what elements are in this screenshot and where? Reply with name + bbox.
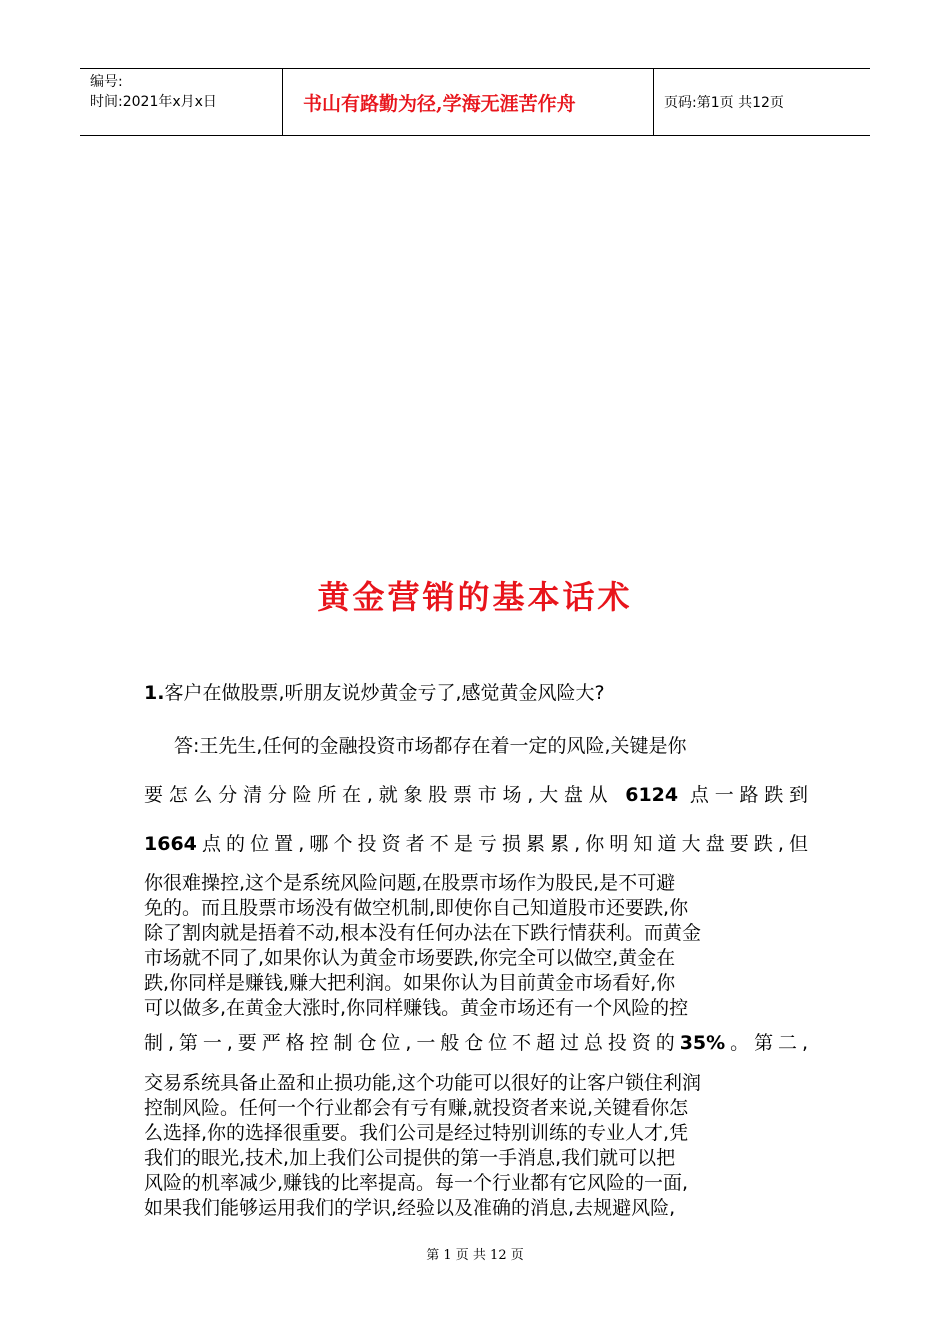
- answer-line-10-c: 。第二,: [725, 1032, 808, 1054]
- header-motto: 书山有路勤为径,学海无涯苦作舟: [282, 69, 654, 135]
- answer-line-3-number: 1664: [144, 833, 197, 855]
- header-page-info: 页码:第1页 共12页: [664, 95, 784, 111]
- answer-line-15: 风险的机率减少,赚钱的比率提高。每一个行业都有它风险的一面,: [144, 1172, 689, 1194]
- header-number-label: 编号:: [90, 74, 123, 90]
- answer-line-3: [144, 831, 808, 857]
- answer-line-10-percent: 35%: [679, 1032, 726, 1054]
- header-date-label: 时间:2021年x月x日: [90, 94, 217, 110]
- answer-line-1: 答:王先生,任何的金融投资市场都存在着一定的风险,关键是你: [174, 735, 687, 757]
- page-footer: 第 1 页 共 12 页: [426, 1248, 524, 1263]
- answer-line-14: 我们的眼光,技术,加上我们公司提供的第一手消息,我们就可以把: [144, 1147, 676, 1169]
- question-number: 1.: [144, 682, 165, 704]
- answer-line-4: 你很难操控,这个是系统风险问题,在股票市场作为股民,是不可避: [144, 872, 676, 894]
- answer-line-10-a: 制,第一,要严格控制仓位,一般仓位不超过总投资的: [144, 1032, 680, 1054]
- answer-line-9: 可以做多,在黄金大涨时,你同样赚钱。黄金市场还有一个风险的控: [144, 997, 689, 1019]
- answer-line-12: 控制风险。任何一个行业都会有亏有赚,就投资者来说,关键看你怎: [144, 1097, 689, 1119]
- question-line: [144, 680, 605, 706]
- answer-line-2-number: 6124: [625, 784, 679, 806]
- page-header: [80, 68, 870, 136]
- answer-line-11: 交易系统具备止盈和止损功能,这个功能可以很好的让客户锁住利润: [144, 1072, 702, 1094]
- answer-line-2: [144, 782, 808, 808]
- question-text: 客户在做股票,听朋友说炒黄金亏了,感觉黄金风险大?: [164, 682, 605, 704]
- answer-line-2-a: 要怎么分清分险所在,就象股票市场,大盘从: [144, 784, 614, 806]
- document-title: 黄金营销的基本话术: [317, 578, 633, 616]
- header-meta: [80, 69, 282, 135]
- answer-line-6: 除了割肉就是捂着不动,根本没有任何办法在下跌行情获利。而黄金: [144, 922, 702, 944]
- answer-line-8: 跌,你同样是赚钱,赚大把利润。如果你认为目前黄金市场看好,你: [144, 972, 676, 994]
- answer-line-16: 如果我们能够运用我们的学识,经验以及准确的消息,去规避风险,: [144, 1197, 676, 1219]
- answer-line-5: 免的。而且股票市场没有做空机制,即使你自己知道股市还要跌,你: [144, 897, 689, 919]
- answer-line-7: 市场就不同了,如果你认为黄金市场要跌,你完全可以做空,黄金在: [144, 947, 676, 969]
- answer-line-10: [144, 1030, 808, 1056]
- answer-line-3-b: 点的位置,哪个投资者不是亏损累累,你明知道大盘要跌,但: [196, 833, 808, 855]
- answer-line-2-c: 点一路跌到: [689, 784, 808, 806]
- answer-line-13: 么选择,你的选择很重要。我们公司是经过特别训练的专业人才,凭: [144, 1122, 689, 1144]
